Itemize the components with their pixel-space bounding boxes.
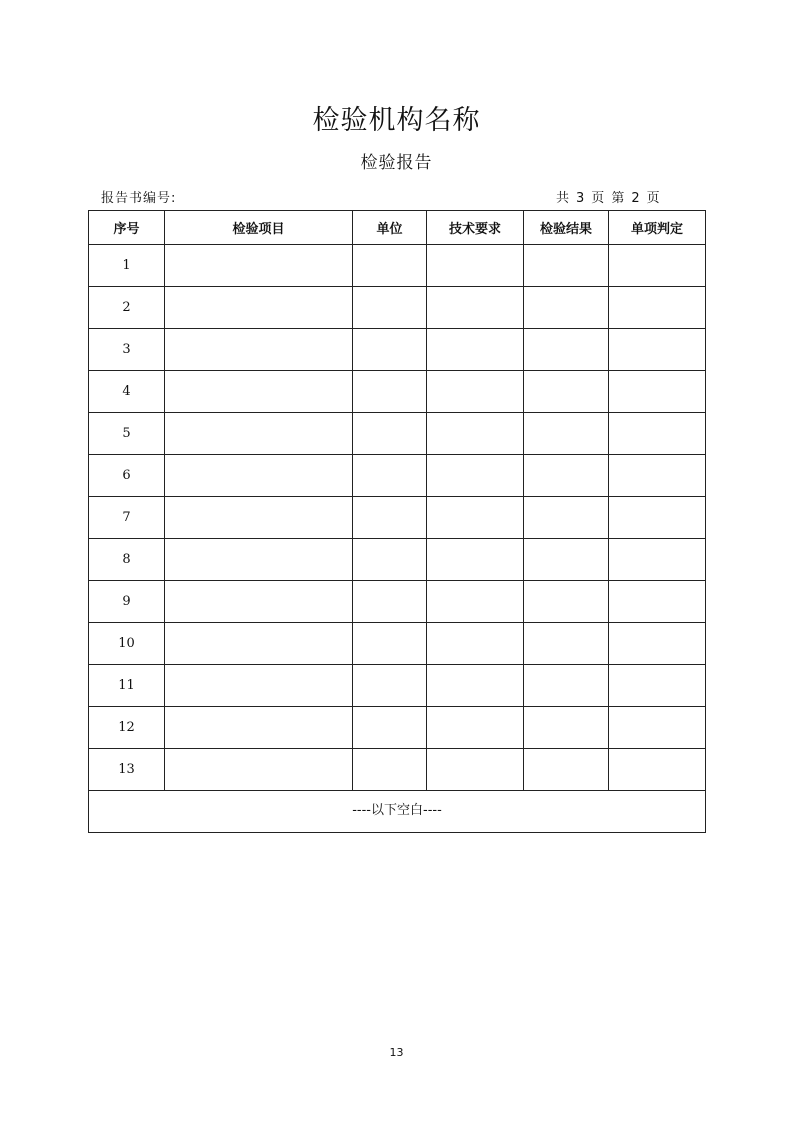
cell-item[interactable] bbox=[165, 329, 353, 371]
cell-result[interactable] bbox=[524, 287, 609, 329]
cell-unit[interactable] bbox=[353, 581, 427, 623]
page-word: 页 bbox=[591, 191, 605, 206]
table-body bbox=[89, 245, 706, 833]
column-header-requirement: 技术要求 bbox=[427, 211, 524, 245]
cell-judgement[interactable] bbox=[609, 413, 706, 455]
cell-item[interactable] bbox=[165, 455, 353, 497]
page-total-count: 3 bbox=[576, 191, 585, 206]
column-header-judgement: 单项判定 bbox=[609, 211, 706, 245]
cell-judgement[interactable] bbox=[609, 749, 706, 791]
table-row bbox=[89, 329, 706, 371]
column-header-result: 检验结果 bbox=[524, 211, 609, 245]
cell-unit[interactable] bbox=[353, 497, 427, 539]
blank-note-row bbox=[89, 791, 706, 833]
page-number: 13 bbox=[389, 1046, 404, 1059]
cell-judgement[interactable] bbox=[609, 665, 706, 707]
cell-requirement[interactable] bbox=[427, 455, 524, 497]
cell-no: 1 bbox=[89, 245, 165, 287]
cell-item[interactable] bbox=[165, 539, 353, 581]
cell-requirement[interactable] bbox=[427, 329, 524, 371]
cell-no: 2 bbox=[89, 287, 165, 329]
cell-judgement[interactable] bbox=[609, 623, 706, 665]
cell-item[interactable] bbox=[165, 623, 353, 665]
cell-result[interactable] bbox=[524, 497, 609, 539]
cell-no: 13 bbox=[89, 749, 165, 791]
cell-requirement[interactable] bbox=[427, 665, 524, 707]
cell-no: 12 bbox=[89, 707, 165, 749]
cell-unit[interactable] bbox=[353, 749, 427, 791]
cell-item[interactable] bbox=[165, 371, 353, 413]
cell-item[interactable] bbox=[165, 287, 353, 329]
cell-unit[interactable] bbox=[353, 413, 427, 455]
cell-requirement[interactable] bbox=[427, 581, 524, 623]
cell-item[interactable] bbox=[165, 665, 353, 707]
cell-result[interactable] bbox=[524, 581, 609, 623]
cell-requirement[interactable] bbox=[427, 245, 524, 287]
column-header-unit: 单位 bbox=[353, 211, 427, 245]
cell-unit[interactable] bbox=[353, 287, 427, 329]
cell-item[interactable] bbox=[165, 245, 353, 287]
cell-no: 7 bbox=[89, 497, 165, 539]
cell-no: 9 bbox=[89, 581, 165, 623]
page-total-prefix: 共 bbox=[556, 191, 570, 206]
cell-unit[interactable] bbox=[353, 371, 427, 413]
table-row bbox=[89, 287, 706, 329]
page-current-prefix: 第 bbox=[611, 191, 625, 206]
cell-requirement[interactable] bbox=[427, 707, 524, 749]
cell-judgement[interactable] bbox=[609, 371, 706, 413]
table-row bbox=[89, 581, 706, 623]
cell-requirement[interactable] bbox=[427, 623, 524, 665]
table-row bbox=[89, 665, 706, 707]
report-title: 检验报告 bbox=[360, 153, 433, 173]
page-word-2: 页 bbox=[646, 191, 660, 206]
cell-item[interactable] bbox=[165, 749, 353, 791]
page-current-number: 2 bbox=[631, 191, 640, 206]
cell-unit[interactable] bbox=[353, 329, 427, 371]
cell-item[interactable] bbox=[165, 581, 353, 623]
table-row bbox=[89, 623, 706, 665]
table-row bbox=[89, 497, 706, 539]
cell-no: 5 bbox=[89, 413, 165, 455]
cell-judgement[interactable] bbox=[609, 581, 706, 623]
cell-judgement[interactable] bbox=[609, 707, 706, 749]
cell-result[interactable] bbox=[524, 413, 609, 455]
organization-name: 检验机构名称 bbox=[312, 105, 481, 136]
cell-unit[interactable] bbox=[353, 707, 427, 749]
cell-judgement[interactable] bbox=[609, 455, 706, 497]
cell-unit[interactable] bbox=[353, 665, 427, 707]
cell-result[interactable] bbox=[524, 749, 609, 791]
cell-judgement[interactable] bbox=[609, 539, 706, 581]
column-header-no: 序号 bbox=[89, 211, 165, 245]
table-row bbox=[89, 539, 706, 581]
cell-no: 8 bbox=[89, 539, 165, 581]
cell-item[interactable] bbox=[165, 413, 353, 455]
cell-judgement[interactable] bbox=[609, 497, 706, 539]
cell-no: 3 bbox=[89, 329, 165, 371]
table-header-row bbox=[89, 211, 706, 245]
cell-no: 6 bbox=[89, 455, 165, 497]
cell-no: 11 bbox=[89, 665, 165, 707]
report-number-label: 报告书编号: bbox=[101, 191, 177, 206]
cell-item[interactable] bbox=[165, 497, 353, 539]
cell-unit[interactable] bbox=[353, 623, 427, 665]
table-row bbox=[89, 371, 706, 413]
cell-requirement[interactable] bbox=[427, 287, 524, 329]
table-row bbox=[89, 455, 706, 497]
cell-result[interactable] bbox=[524, 707, 609, 749]
cell-result[interactable] bbox=[524, 371, 609, 413]
cell-unit[interactable] bbox=[353, 245, 427, 287]
page-info bbox=[556, 187, 667, 206]
cell-result[interactable] bbox=[524, 455, 609, 497]
cell-judgement[interactable] bbox=[609, 329, 706, 371]
table-row bbox=[89, 245, 706, 287]
cell-no: 10 bbox=[89, 623, 165, 665]
cell-result[interactable] bbox=[524, 665, 609, 707]
cell-unit[interactable] bbox=[353, 539, 427, 581]
inspection-table bbox=[88, 210, 706, 833]
cell-requirement[interactable] bbox=[427, 371, 524, 413]
cell-judgement[interactable] bbox=[609, 287, 706, 329]
cell-result[interactable] bbox=[524, 539, 609, 581]
cell-judgement[interactable] bbox=[609, 245, 706, 287]
cell-result[interactable] bbox=[524, 329, 609, 371]
cell-requirement[interactable] bbox=[427, 749, 524, 791]
blank-note: ----以下空白---- bbox=[89, 791, 706, 833]
cell-requirement[interactable] bbox=[427, 413, 524, 455]
cell-result[interactable] bbox=[524, 245, 609, 287]
cell-requirement[interactable] bbox=[427, 539, 524, 581]
table-row bbox=[89, 413, 706, 455]
table-row bbox=[89, 707, 706, 749]
cell-item[interactable] bbox=[165, 707, 353, 749]
cell-unit[interactable] bbox=[353, 455, 427, 497]
table-row bbox=[89, 749, 706, 791]
column-header-item: 检验项目 bbox=[165, 211, 353, 245]
cell-requirement[interactable] bbox=[427, 497, 524, 539]
cell-result[interactable] bbox=[524, 623, 609, 665]
cell-no: 4 bbox=[89, 371, 165, 413]
